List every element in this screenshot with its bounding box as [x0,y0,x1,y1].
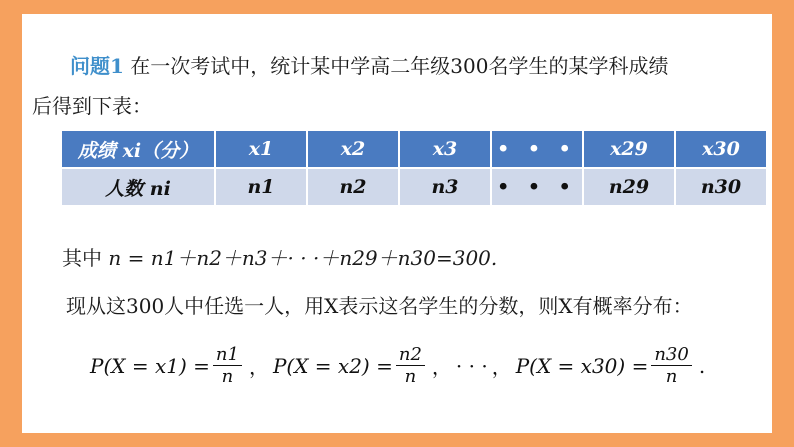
header-cell: x2 [307,130,399,168]
row-cell: n30 [675,168,767,206]
p30-numerator: n30 [651,344,692,366]
slide [22,14,772,433]
distribution-sentence: 现从这300人中任选一人，用X表示这名学生的分数，则X有概率分布： [66,294,693,318]
p1-lhs: P(X = x1) = [90,353,210,378]
header-cell: x30 [675,130,767,168]
header-cell: • • • [491,130,583,168]
problem-text-1: 在一次考试中，统计某中学高二年级300名学生的某学科成绩 [130,54,669,78]
problem-line-2: 后得到下表： [32,94,152,118]
p30-lhs: P(X = x30) = [515,353,649,378]
header-cell: x3 [399,130,491,168]
row-cell: n2 [307,168,399,206]
p2-denominator: n [404,366,417,387]
header-cell: 成绩 xi（分） [61,130,215,168]
row-cell: n29 [583,168,675,206]
header-cell: x29 [583,130,675,168]
table-header-row [61,130,767,168]
row-cell: n3 [399,168,491,206]
p1-denominator: n [221,366,234,387]
p30-denominator: n [665,366,678,387]
row-cell: n1 [215,168,307,206]
p2-lhs: P(X = x2) = [272,353,393,378]
p1-fraction [213,344,242,387]
table-row [61,168,767,206]
score-table [60,129,768,207]
problem-line-1 [70,50,668,79]
header-cell: x1 [215,130,307,168]
problem-label: 问题1 [70,54,124,78]
p30-fraction [651,344,692,387]
sum-formula: n = n1＋n2＋n3＋· · ·＋n29＋n30=300. [108,246,498,270]
p1-numerator: n1 [213,344,242,366]
row-cell: • • • [491,168,583,206]
probability-formula: P(X = x1) = $\frac{n1}{n}$ ， P(X = x2) = $\frac{n2}{n}$ ， · · · ， P(X = x30) = $\frac{n30}{n}$ . [90,344,706,387]
row-cell: 人数 ni [61,168,215,206]
sum-prefix: 其中 [62,246,102,270]
p2-numerator: n2 [396,344,425,366]
formula-dots: · · · [455,353,488,378]
p2-fraction [396,344,425,387]
sum-line [62,242,497,271]
